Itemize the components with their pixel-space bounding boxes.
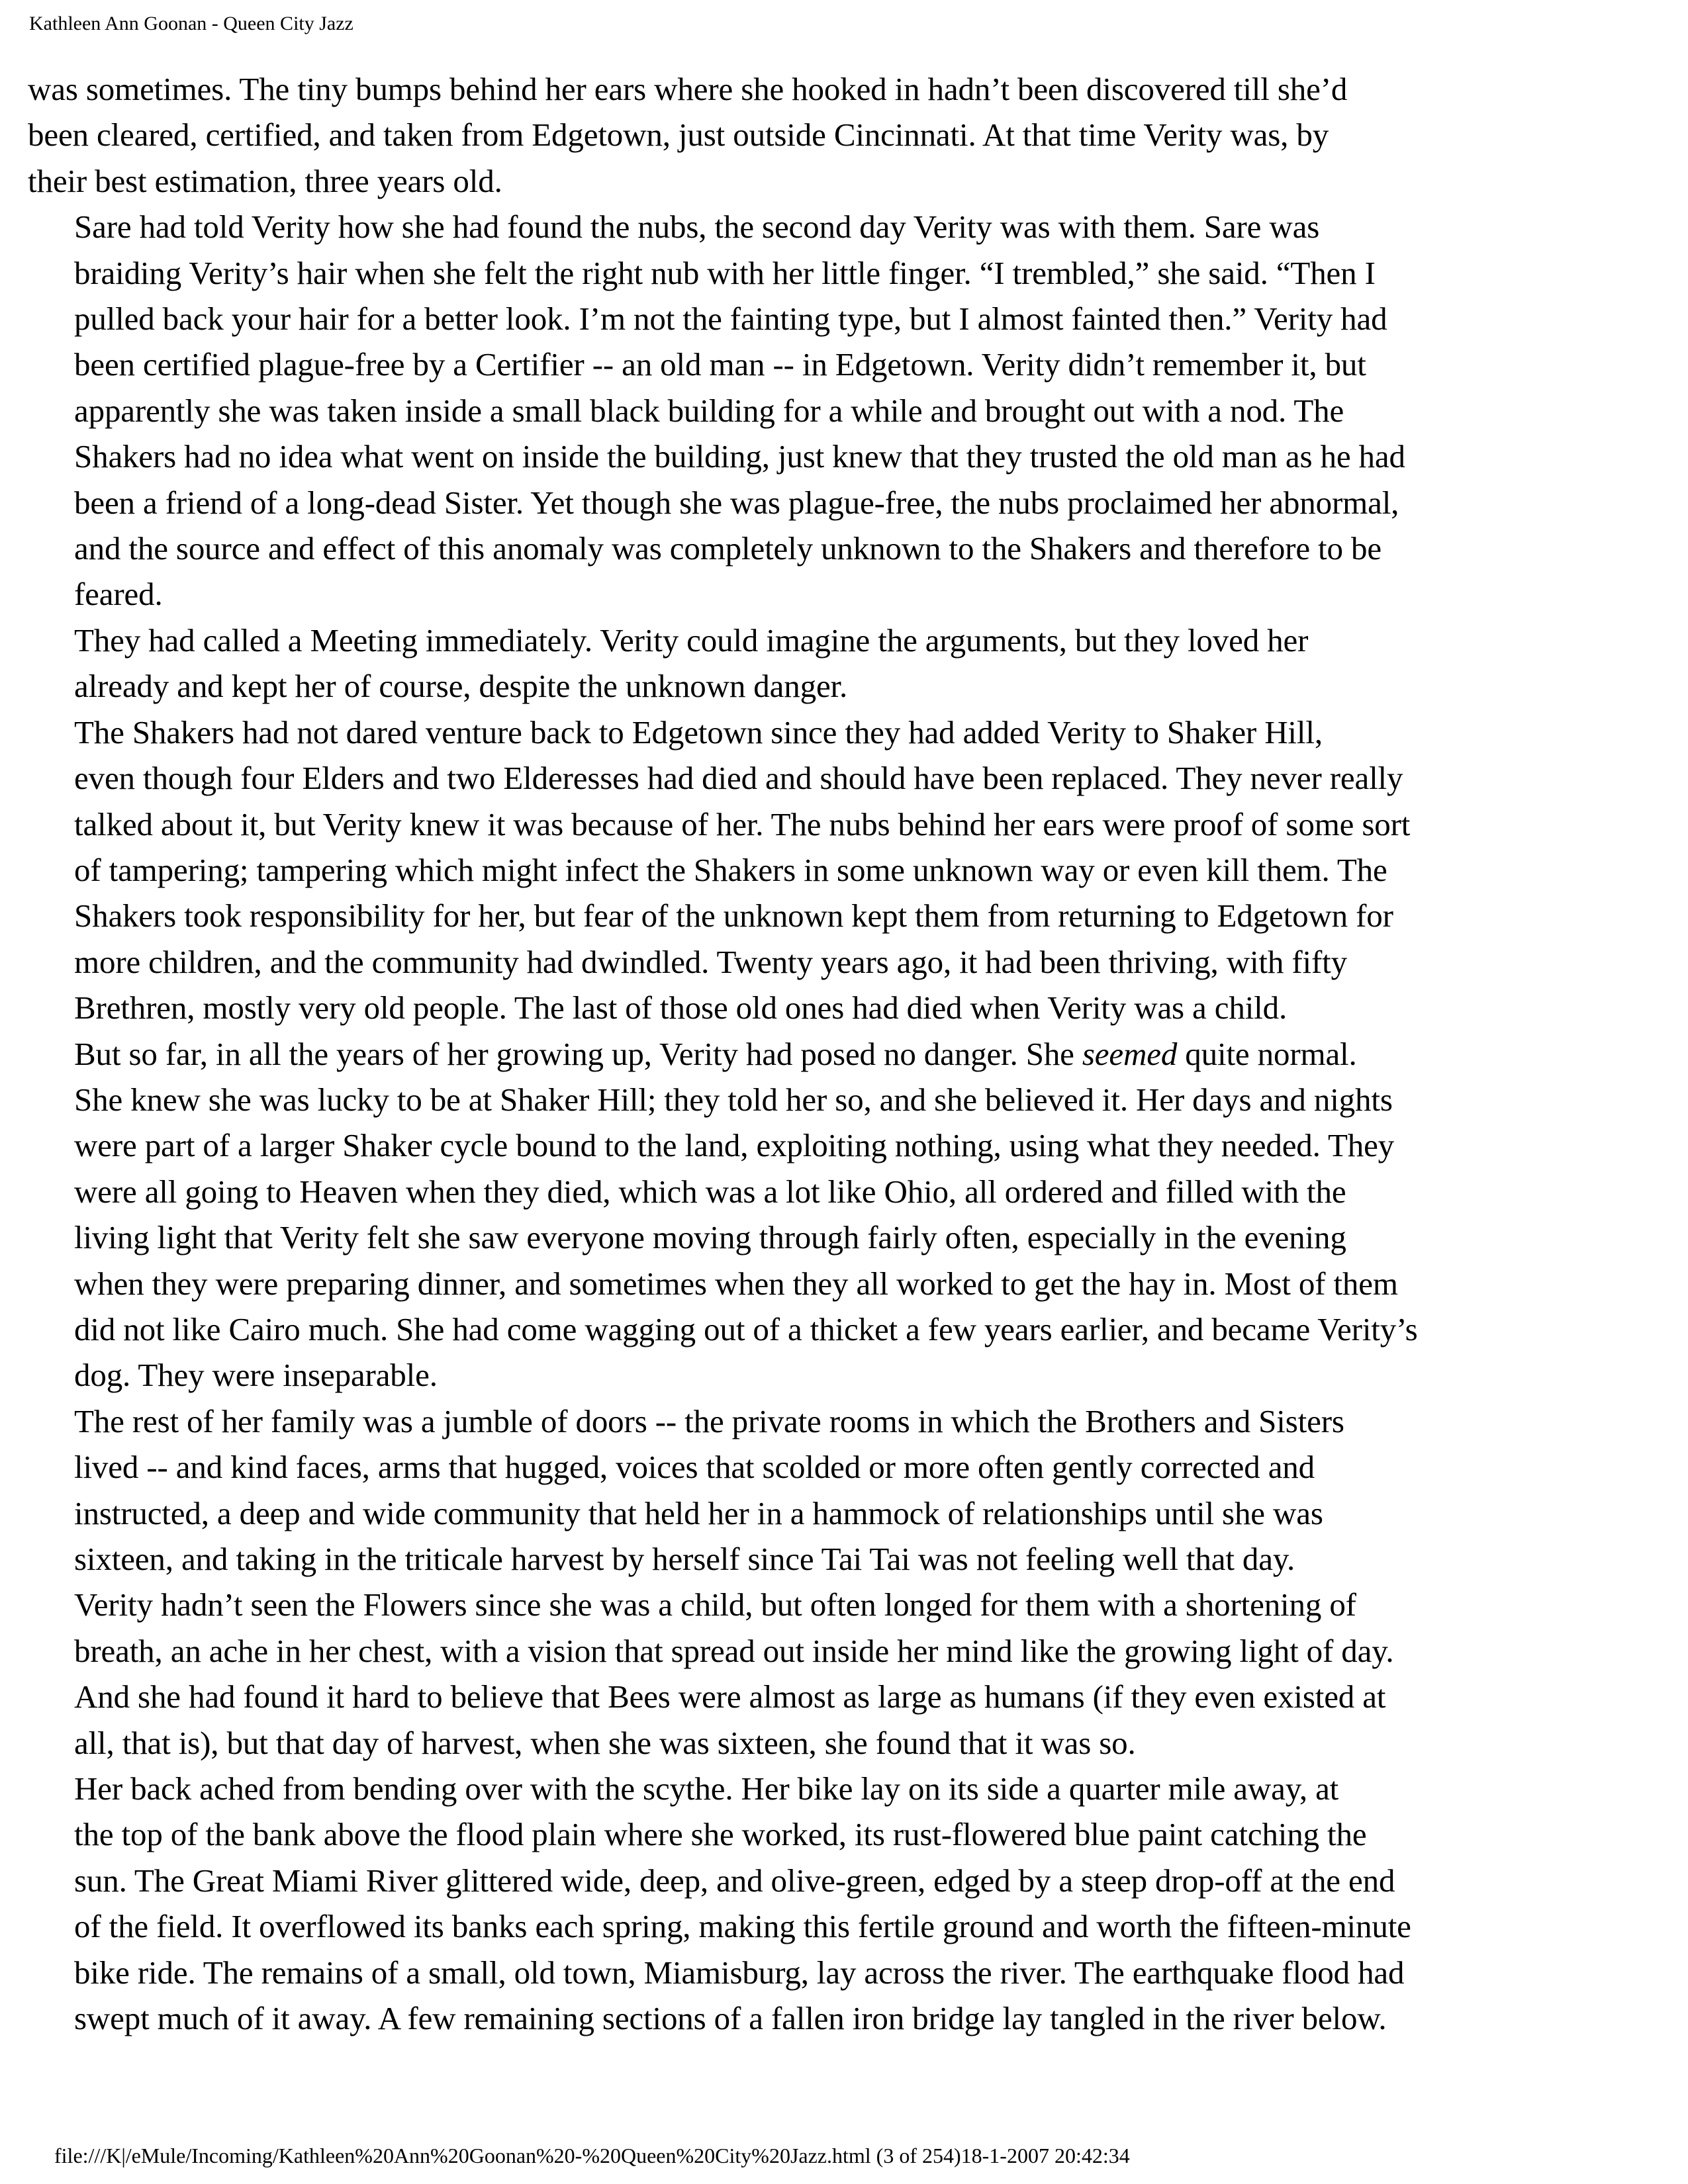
text-line: bike ride. The remains of a small, old town, Miamisburg, lay across the river. The earthquake flood had — [74, 1954, 1405, 1991]
text-line: their best estimation, three years old. — [28, 162, 502, 199]
page-footer-file-path: file:///K|/eMule/Incoming/Kathleen%20Ann%20Goonan%20-%20Queen%20City%20Jazz.html (3 of 254)18-1-2007 20:42:34 — [54, 2144, 1130, 2167]
text-line: Shakers took responsibility for her, but fear of the unknown kept them from returning to Edgetown for — [74, 897, 1393, 934]
text-line: pulled back your hair for a better look. I’m not the fainting type, but I almost fainted then.” Verity had — [74, 300, 1387, 338]
text-line: of the field. It overflowed its banks each spring, making this fertile ground and worth the fifteen-minute — [74, 1908, 1411, 1945]
text-line: was sometimes. The tiny bumps behind her ears where she hooked in hadn’t been discovered till she’d — [28, 71, 1348, 107]
text-line: Her back ached from bending over with the scythe. Her bike lay on its side a quarter mile away, at — [74, 1770, 1339, 1807]
text-line: Verity hadn’t seen the Flowers since she was a child, but often longed for them with a shortening of — [74, 1586, 1356, 1623]
text-line-with-emphasis — [28, 1031, 1663, 1077]
text-line: sun. The Great Miami River glittered wide, deep, and olive-green, edged by a steep drop-off at the end — [74, 1862, 1395, 1899]
paragraph-8 — [28, 1766, 1663, 2041]
text-line: dog. They were inseparable. — [74, 1357, 438, 1394]
text-line: all, that is), but that day of harvest, when she was sixteen, she found that it was so. — [74, 1724, 1136, 1761]
text-line: She knew she was lucky to be at Shaker Hill; they told her so, and she believed it. Her days and nights — [74, 1081, 1393, 1118]
paragraph-4 — [28, 709, 1663, 1031]
text-line: more children, and the community had dwindled. Twenty years ago, it had been thriving, with fifty — [74, 943, 1347, 980]
text-line: braiding Verity’s hair when she felt the right nub with her little finger. “I trembled,” she said. “Then I — [74, 254, 1376, 291]
text-line: did not like Cairo much. She had come wagging out of a thicket a few years earlier, and became Verity’s — [74, 1310, 1418, 1347]
paragraph-3 — [28, 617, 1663, 709]
emphasized-word: seemed — [1082, 1035, 1178, 1072]
text-line: living light that Verity felt she saw everyone moving through fairly often, especially in the evening — [74, 1219, 1346, 1256]
text-line: sixteen, and taking in the triticale harvest by herself since Tai Tai was not feeling well that day. — [74, 1541, 1295, 1577]
paragraph-5 — [28, 1031, 1663, 1398]
text-line: Shakers had no idea what went on inside the building, just knew that they trusted the old man as he had — [74, 438, 1405, 475]
text-line: and the source and effect of this anomaly was completely unknown to the Shakers and therefore to be — [74, 530, 1382, 567]
page-header-title: Kathleen Ann Goonan - Queen City Jazz — [29, 13, 353, 34]
text-line: instructed, a deep and wide community that held her in a hammock of relationships until she was — [74, 1494, 1323, 1531]
text-line: apparently she was taken inside a small black building for a while and brought out with a nod. The — [74, 392, 1344, 429]
text-line: breath, an ache in her chest, with a vision that spread out inside her mind like the growing light of day. — [74, 1632, 1394, 1669]
book-text — [28, 66, 1663, 2041]
text-line: lived -- and kind faces, arms that hugged, voices that scolded or more often gently corrected and — [74, 1449, 1315, 1486]
paragraph-1 — [28, 66, 1663, 204]
text-line: They had called a Meeting immediately. Verity could imagine the arguments, but they loved her — [74, 621, 1309, 659]
text-line: feared. — [74, 576, 163, 613]
text-segment: quite normal. — [1177, 1035, 1357, 1072]
text-line: the top of the bank above the flood plain where she worked, its rust-flowered blue paint catching the — [74, 1816, 1367, 1853]
paragraph-2 — [28, 204, 1663, 617]
text-line: Sare had told Verity how she had found the nubs, the second day Verity was with them. Sare was — [74, 208, 1320, 246]
text-line: talked about it, but Verity knew it was because of her. The nubs behind her ears were proof of some sort — [74, 805, 1411, 842]
text-line: And she had found it hard to believe that Bees were almost as large as humans (if they even existed at — [74, 1678, 1386, 1715]
text-segment: But so far, in all the years of her growing up, Verity had posed no danger. She — [74, 1035, 1082, 1072]
text-line: even though four Elders and two Elderesses had died and should have been replaced. They never really — [74, 760, 1403, 797]
text-line: of tampering; tampering which might infect the Shakers in some unknown way or even kill them. The — [74, 851, 1387, 888]
text-line: The Shakers had not dared venture back to Edgetown since they had added Verity to Shaker Hill, — [74, 713, 1323, 751]
text-line: been cleared, certified, and taken from Edgetown, just outside Cincinnati. At that time Verity was, by — [28, 116, 1329, 154]
text-line: when they were preparing dinner, and sometimes when they all worked to get the hay in. Most of them — [74, 1265, 1398, 1302]
text-line: Brethren, mostly very old people. The last of those old ones had died when Verity was a child. — [74, 989, 1288, 1026]
paragraph-6 — [28, 1398, 1663, 1582]
text-line: already and kept her of course, despite the unknown danger. — [74, 668, 848, 705]
text-line: been a friend of a long-dead Sister. Yet though she was plague-free, the nubs proclaimed her abnormal, — [74, 484, 1399, 521]
text-line: were part of a larger Shaker cycle bound to the land, exploiting nothing, using what they needed. They — [74, 1127, 1395, 1164]
text-line: were all going to Heaven when they died, which was a lot like Ohio, all ordered and filled with the — [74, 1173, 1346, 1210]
text-line: swept much of it away. A few remaining sections of a fallen iron bridge lay tangled in the river below. — [74, 2000, 1387, 2037]
text-line: been certified plague-free by a Certifier -- an old man -- in Edgetown. Verity didn’t remember it, but — [74, 346, 1366, 383]
text-line: The rest of her family was a jumble of doors -- the private rooms in which the Brothers and Sisters — [74, 1402, 1344, 1439]
paragraph-7 — [28, 1582, 1663, 1766]
